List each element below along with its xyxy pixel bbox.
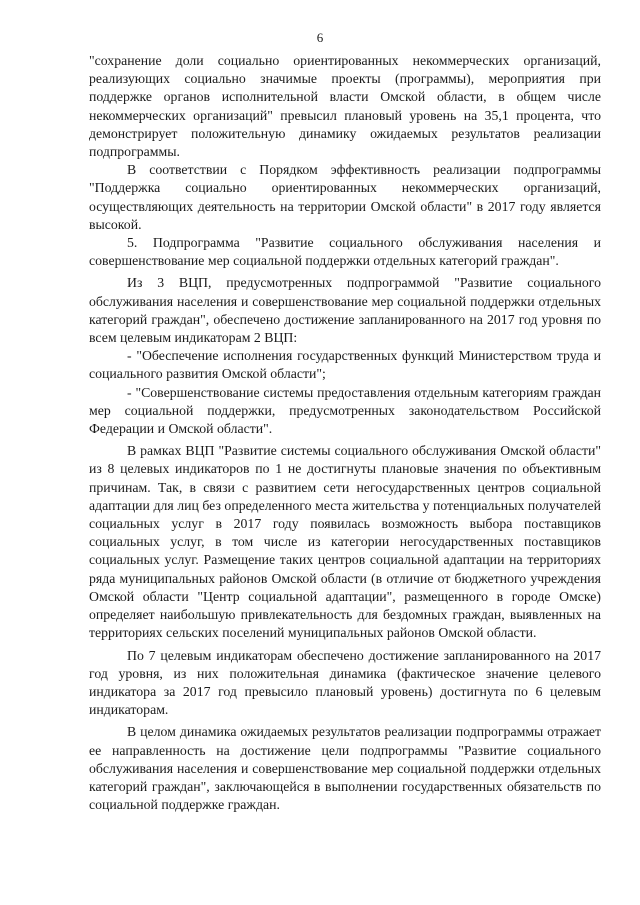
paragraph-vcp-summary: Из 3 ВЦП, предусмотренных подпрограммой "Развитие социального обслуживания населения и совершенствование мер социальной поддержки отдельных категорий граждан", обеспечено достижение запланированного на 2017 год уровня по всем целевым индикаторам 2 ВЦП: bbox=[89, 275, 601, 346]
list-item-vcp-2: - "Совершенствование системы предоставления отдельным категориям граждан мер социальной поддержки, предусмотренных законодательством Российской Федерации и Омской области". bbox=[89, 384, 601, 437]
paragraph-indicators-achieved: По 7 целевым индикаторам обеспечено достижение запланированного на 2017 год уровня, из них положительная динамика (фактическое значение целевого индикатора за 2017 год превысило плановый уровень) достигнута по 6 целевым индикаторам. bbox=[89, 647, 601, 718]
paragraph-conclusion: В целом динамика ожидаемых результатов реализации подпрограммы отражает ее направленность на достижение цели подпрограммы "Развитие социального обслуживания населения и совершенствование мер социальной поддержки отдельных категорий граждан", заключающейся в выполнении государственных обязательств по социальной поддержке граждан. bbox=[89, 724, 601, 813]
paragraph-efficiency-assessment: В соответствии с Порядком эффективность реализации подпрограммы "Поддержка социально ориентированных некоммерческих организаций, осуществляющих деятельность на территории Омской области" в 2017 году является высокой. bbox=[89, 162, 601, 232]
page-number: 6 bbox=[316, 30, 324, 45]
paragraph-vcp-social-services: В рамках ВЦП "Развитие системы социального обслуживания Омской области" из 8 целевых индикаторов по 1 не достигнуты плановые значения по объективным причинам. Так, в связи с развитием сети негосударственных центров социальной адаптации для лиц без определенного места жительства у потенциальных получателей социальных услуг в 2017 году появилась возможность выбора поставщиков социальных услуг, в том числе из категории негосударственных поставщиков социальных услуг. Размещение таких центров социальной адаптации на территориях ряда муниципальных районов Омской области (в отличие от бюджетного учреждения Омской области "Центр социальной адаптации", размещенного в городе Омске) определяет наибольшую привлекательность для бездомных граждан, выявленных на территориях сельских поселений муниципальных районов Омской области. bbox=[89, 443, 601, 641]
list-item-vcp-1: - "Обеспечение исполнения государственных функций Министерством труда и социального развития Омской области"; bbox=[89, 348, 601, 382]
paragraph-continuation: "сохранение доли социально ориентированных некоммерческих организаций, реализующих социально значимые проекты (программы), мероприятия при поддержке органов исполнительной власти Омской области, в общем числе некоммерческих организаций" превысил плановый уровень на 35,1 процента, что демонстрирует положительную динамику ожидаемых результатов реализации подпрограммы. bbox=[89, 53, 601, 160]
paragraph-subprogram-5-heading: 5. Подпрограмма "Развитие социального обслуживания населения и совершенствование мер социальной поддержки отдельных категорий граждан". bbox=[89, 235, 601, 269]
document-body bbox=[89, 52, 601, 814]
